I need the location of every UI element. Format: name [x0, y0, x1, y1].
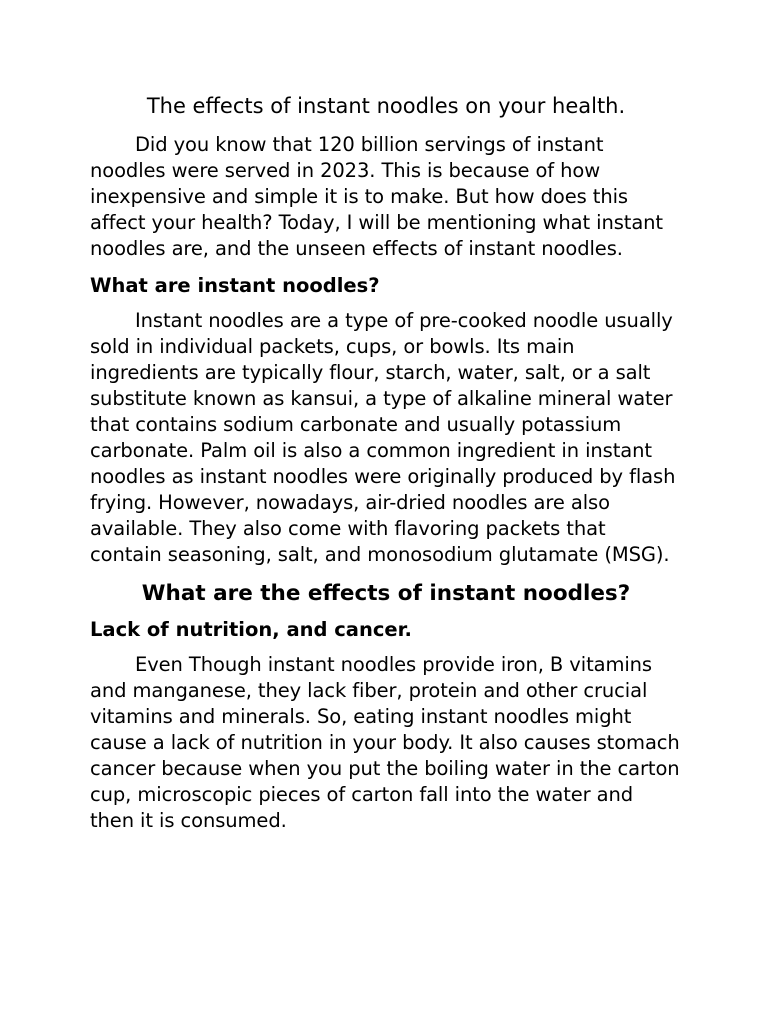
intro-paragraph: Did you know that 120 billion servings of instant noodles were served in 2023. This is because of how inexpensive and simple it is to make. But how does this affect your health? Today, I will be mentioning what instant noodles are, and the unseen effects of instant noodles.	[90, 133, 663, 260]
what-are-instant-noodles-paragraph: Instant noodles are a type of pre-cooked noodle usually sold in individual packets, cups, or bowls. Its main ingredients are typically flour, starch, water, salt, or a salt substitute known as kansui, a type of alkaline mineral water that contains sodium carbonate and usually potassium carbonate. Palm oil is also a common ingredient in instant noodles as instant noodles were originally produced by flash frying. However, nowadays, air-dried noodles are also available. They also come with flavoring packets that contain seasoning, salt, and monosodium glutamate (MSG).	[90, 309, 676, 566]
effects-section-heading: What are the effects of instant noodles?	[141, 581, 631, 606]
lack-of-nutrition-paragraph: Even Though instant noodles provide iron, B vitamins and manganese, they lack fiber, protein and other crucial vitamins and minerals. So, eating instant noodles might cause a lack of nutrition in your body. It also causes stomach cancer because when you put the boiling water in the carton cup, microscopic pieces of carton fall into the water and then it is consumed.	[90, 653, 680, 832]
what-are-instant-noodles-heading: What are instant noodles?	[90, 274, 380, 297]
document-content	[90, 92, 682, 834]
document-title: The effects of instant noodles on your health.	[146, 94, 626, 118]
lack-of-nutrition-heading: Lack of nutrition, and cancer.	[90, 618, 412, 641]
